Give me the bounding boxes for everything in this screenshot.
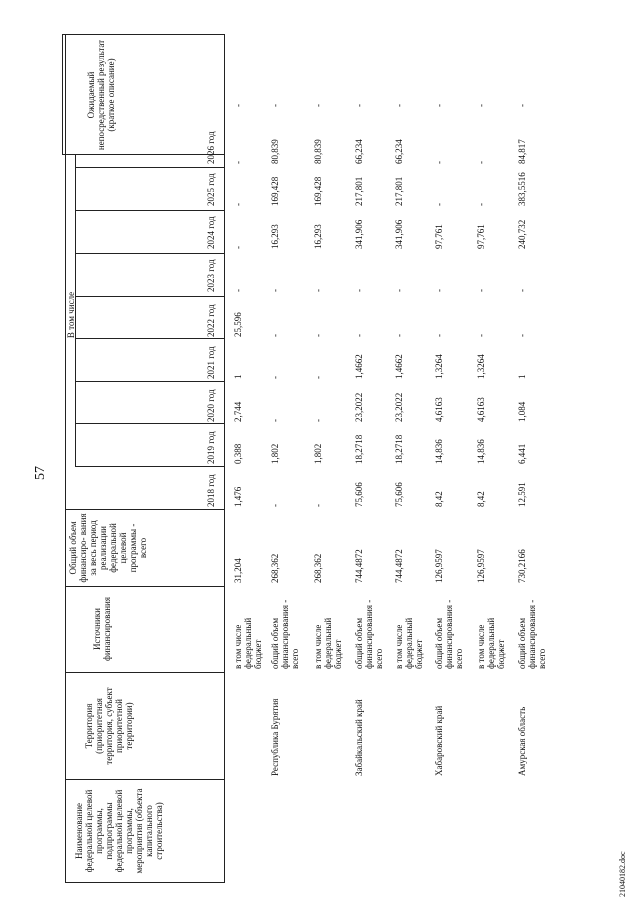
row-year-value: - [354,289,364,292]
row-result: - [476,104,486,107]
row-year-value: 1 [233,374,243,379]
row-year-value: - [233,203,243,206]
row-result: - [270,104,280,107]
header-total: Общий объем финансиро- вания за весь период реализации федеральной целевой программы - всего [68,513,148,583]
col-border [65,672,225,673]
row-year-value: - [476,161,486,164]
col-border [75,253,225,254]
row-year-value: 1,802 [313,443,323,464]
row-result: - [434,104,444,107]
row-result: - [517,104,527,107]
header-year: 2018 год [206,474,216,507]
row-year-value: 12,591 [517,482,527,507]
row-year-value: 169,428 [270,176,280,206]
header-year: 2026 год [206,131,216,164]
row-year-value: 4,6163 [476,397,486,422]
row-source: общий объем финансирования - всего [434,599,464,669]
header-result: Ожидаемый непосредственный результат (краткое описание) [86,39,116,151]
col-border [65,586,225,587]
header-year: 2025 год [206,173,216,206]
row-year-value: 383,5516 [517,172,527,206]
row-total: 268,362 [313,553,323,583]
row-year-value: 169,428 [313,176,323,206]
row-year-value: 97,761 [476,224,486,249]
table-header-bottom-border [224,35,225,883]
row-source: общий объем финансирования - всего [517,599,547,669]
col-border [62,34,225,35]
row-year-value: - [394,289,404,292]
header-year: 2023 год [206,259,216,292]
row-year-value: - [476,334,486,337]
row-total: 126,9597 [476,549,486,583]
row-year-value: 25,596 [233,312,243,337]
row-year-value: 8,42 [434,491,444,507]
row-year-value: - [394,334,404,337]
col-border [75,423,225,424]
row-year-value: 341,906 [394,219,404,249]
row-year-value: - [313,419,323,422]
header-year: 2022 год [206,304,216,337]
row-year-value: 217,801 [394,176,404,206]
row-total: 730,2166 [517,549,527,583]
row-year-value: 75,606 [354,482,364,507]
row-year-value: 14,836 [434,439,444,464]
row-year-value: 18,2718 [354,434,364,464]
row-year-value: - [354,334,364,337]
row-year-value: 0,388 [233,443,243,464]
row-year-value: 84,817 [517,139,527,164]
row-year-value: - [313,504,323,507]
row-total: 744,4872 [354,549,364,583]
row-year-value: - [434,203,444,206]
row-year-value: 23,2022 [354,392,364,422]
col-border [65,779,225,780]
row-year-value: 23,2022 [394,392,404,422]
header-year: 2021 год [206,346,216,379]
row-year-value: - [270,419,280,422]
row-year-value: 341,906 [354,219,364,249]
row-year-value: 1,3264 [434,354,444,379]
row-year-value: - [270,289,280,292]
row-territory: Хабаровский край [434,705,444,776]
row-territory: Республика Бурятия [270,698,280,776]
col-border [65,882,225,883]
row-source: в том числе федеральный бюджет [476,617,506,669]
row-year-value: 2,744 [233,401,243,422]
col-border [75,381,225,382]
row-year-value: 1 [517,374,527,379]
row-territory: Забайкальский край [354,699,364,776]
header-name: Наименование федеральной целевой программы, подпрограммы федеральной целевой программы, мероприятия (объекта капитального строительства) [74,788,164,874]
row-year-value: 1,4662 [394,354,404,379]
header-year: 2019 год [206,431,216,464]
row-year-value: 6,441 [517,443,527,464]
row-year-value: - [476,289,486,292]
row-year-value: - [313,376,323,379]
header-year: 2020 год [206,389,216,422]
row-result: - [354,104,364,107]
doc-id: 21040182.doc [618,851,627,897]
col-border [75,210,225,211]
row-year-value: 18,2718 [394,434,404,464]
row-year-value: - [434,161,444,164]
row-source: общий объем финансирования - всего [270,599,300,669]
row-year-value: - [434,289,444,292]
row-result: - [233,104,243,107]
row-year-value: 4,6163 [434,397,444,422]
row-total: 744,4872 [394,549,404,583]
row-year-value: 8,42 [476,491,486,507]
page-number: 57 [33,466,48,480]
row-year-value: - [233,289,243,292]
row-year-value: 80,839 [270,139,280,164]
row-year-value: - [270,504,280,507]
header-in-total: В том числе [66,291,76,339]
col-border [75,466,225,467]
row-year-value: 16,293 [270,224,280,249]
table-top-border [65,35,66,883]
row-total: 126,9597 [434,549,444,583]
row-year-value: - [476,203,486,206]
header-year: 2024 год [206,216,216,249]
row-year-value: - [313,334,323,337]
col-border [75,167,225,168]
row-result: - [313,104,323,107]
row-year-value: - [434,334,444,337]
row-year-value: 66,234 [354,139,364,164]
row-year-value: - [517,289,527,292]
row-year-value: 1,4662 [354,354,364,379]
row-year-value: - [233,161,243,164]
row-year-value: 97,761 [434,224,444,249]
header-sources: Источники финансирования [92,597,112,661]
row-year-value: 16,293 [313,224,323,249]
row-year-value: - [233,246,243,249]
row-source: в том числе федеральный бюджет [394,617,424,669]
header-territory: Территория (приоритетная территория, субъект приоритетной территории) [84,687,134,765]
col-border [75,296,225,297]
row-year-value: 240,732 [517,219,527,249]
row-result: - [394,104,404,107]
row-total: 31,204 [233,558,243,583]
row-year-value: - [313,289,323,292]
row-total: 268,362 [270,553,280,583]
row-year-value: 1,084 [517,401,527,422]
row-year-value: 217,801 [354,176,364,206]
row-year-value: 1,476 [233,486,243,507]
row-year-value: 66,234 [394,139,404,164]
row-source: в том числе федеральный бюджет [313,617,343,669]
row-territory: Амурская область [517,706,527,776]
row-year-value: - [270,334,280,337]
row-source: в том числе федеральный бюджет [233,617,263,669]
row-year-value: - [270,376,280,379]
col-border [75,338,225,339]
row-year-value: 80,839 [313,139,323,164]
row-year-value: 1,802 [270,443,280,464]
row-year-value: - [517,334,527,337]
row-year-value: 14,836 [476,439,486,464]
result-top-line [62,35,63,155]
row-year-value: 75,606 [394,482,404,507]
col-border [62,154,225,155]
row-source: общий объем финансирования - всего [354,599,384,669]
col-border [65,509,225,510]
row-year-value: 1,3264 [476,354,486,379]
